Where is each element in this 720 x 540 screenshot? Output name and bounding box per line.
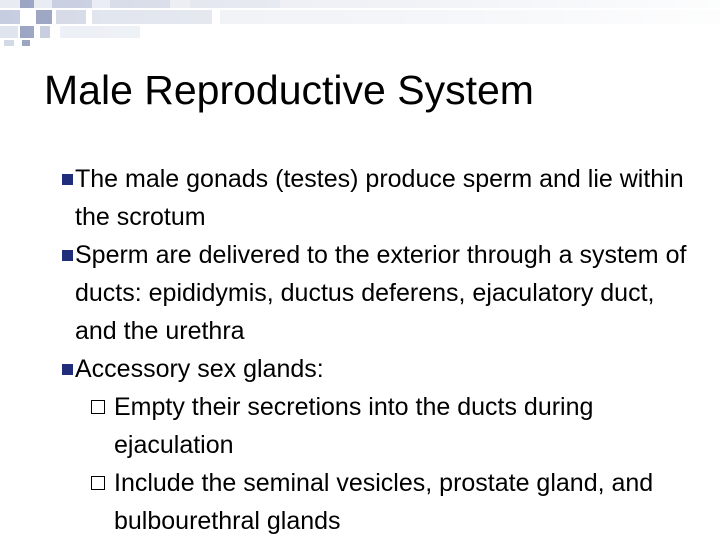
square-bullet-icon [62, 250, 73, 261]
sub-bullet-text: Include the seminal vesicles, prostate gland, and bulbourethral glands [114, 469, 654, 535]
square-bullet-icon [62, 174, 73, 185]
square-bullet-icon [62, 364, 73, 375]
bullet-item [62, 236, 702, 350]
bullet-item [62, 160, 702, 236]
bullet-list [62, 160, 702, 540]
sub-bullet-text: Empty their secretions into the ducts during ejaculation [114, 393, 594, 459]
decorative-header-band [0, 0, 720, 48]
bullet-text: The male gonads (testes) produce sperm and lie within the scrotum [75, 165, 684, 231]
bullet-text: Sperm are delivered to the exterior through a system of ducts: epididymis, ductus deferens, ejaculatory duct, and the urethra [75, 241, 687, 345]
bullet-item [62, 350, 702, 540]
bullet-text: Accessory sex glands: [75, 355, 324, 383]
checker-pattern [0, 0, 720, 48]
sub-bullet-item [75, 388, 702, 464]
hollow-square-bullet-icon [91, 476, 105, 490]
slide-title: Male Reproductive System [44, 67, 534, 113]
sub-bullet-item [75, 464, 702, 540]
hollow-square-bullet-icon [91, 400, 105, 414]
sub-bullet-list [75, 388, 702, 540]
